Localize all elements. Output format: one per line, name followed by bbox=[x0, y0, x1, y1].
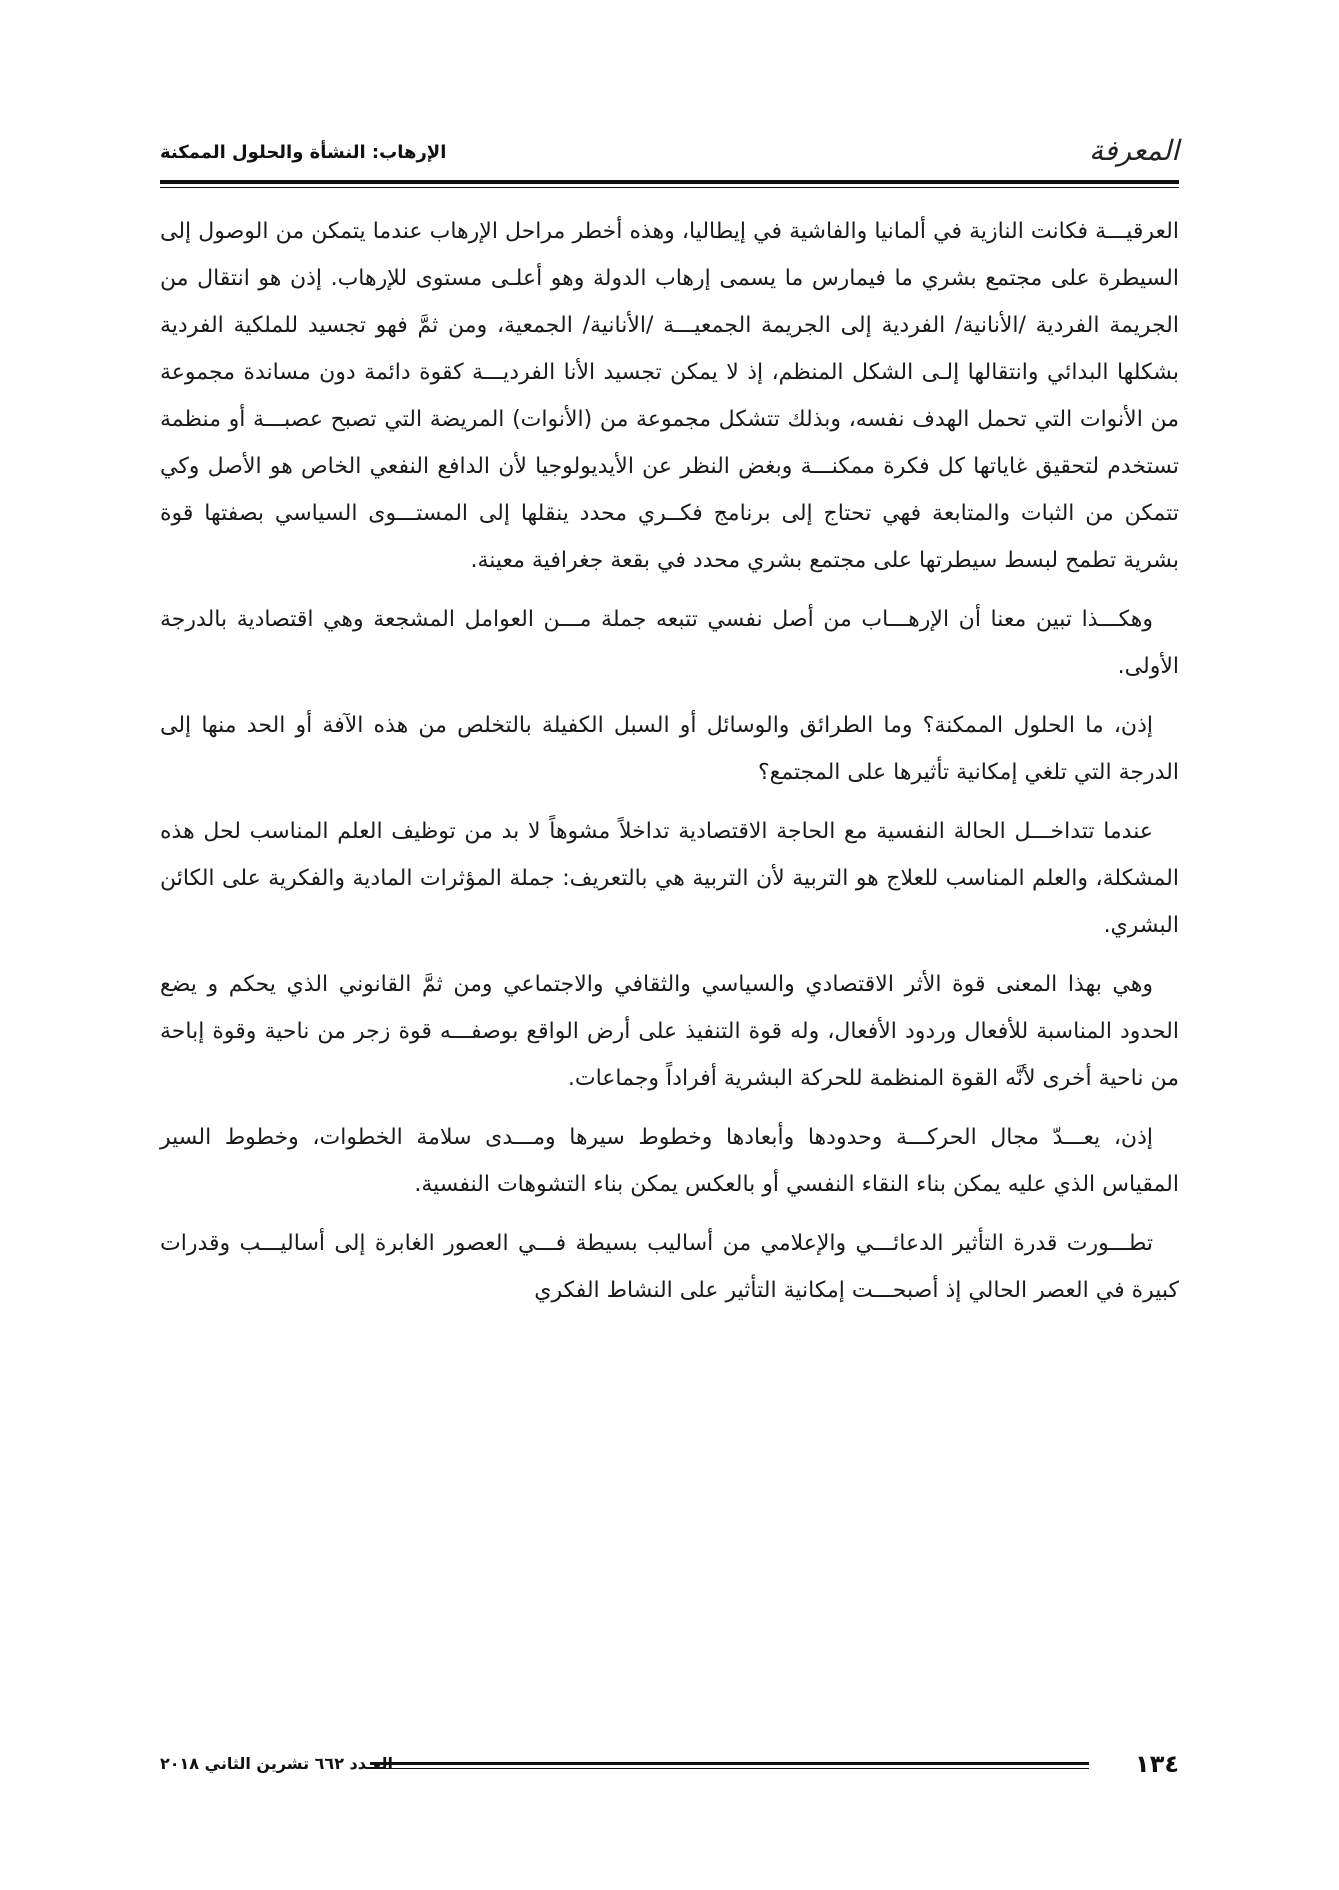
header-rule-thin bbox=[160, 187, 1179, 188]
issue-info: العـدد ٦٦٢ تشرين الثاني ٢٠١٨ bbox=[160, 1754, 393, 1773]
article-body bbox=[160, 208, 1179, 1326]
footer-rule bbox=[370, 1762, 1089, 1769]
paragraph-2: وهكـــذا تبين معنا أن الإرهـــاب من أصل نفسي تتبعه جملة مـــن العوامل المشجعة وهي اقتصادية بالدرجة الأولى. bbox=[160, 607, 1179, 679]
running-title: الإرهاب: النشأة والحلول الممكنة bbox=[160, 142, 447, 163]
page-header bbox=[160, 128, 1179, 178]
paragraph-5: وهي بهذا المعنى قوة الأثر الاقتصادي والسياسي والثقافي والاجتماعي ومن ثمَّ القانوني الذي يحكم و يضع الحدود المناسبة للأفعال وردود الأفعال، وله قوة التنفيذ على أرض الواقع بوصفـــه قوة زجر من ناحية وقوة إباحة من ناحية أخرى لأنَّه القوة المنظمة للحركة البشرية أفراداً وجماعات. bbox=[160, 972, 1179, 1091]
page-number: ١٣٤ bbox=[1135, 1750, 1179, 1778]
paragraph-4: عندما تتداخـــل الحالة النفسية مع الحاجة الاقتصادية تداخلاً مشوهاً لا بد من توظيف العلم المناسب لحل هذه المشكلة، والعلم المناسب للعلاج هو التربية لأن التربية هي بالتعريف: جملة المؤثرات المادية والفكرية على الكائن البشري. bbox=[160, 819, 1179, 938]
paragraph-7: تطـــورت قدرة التأثير الدعائـــي والإعلامي من أساليب بسيطة فـــي العصور الغابرة إلى أساليـــب وقدرات كبيرة في العصر الحالي إذ أصبحـــت إمكانية التأثير على النشاط الفكري bbox=[160, 1231, 1179, 1303]
paragraph-3: إذن، ما الحلول الممكنة؟ وما الطرائق والوسائل أو السبل الكفيلة بالتخلص من هذه الآفة أو الحد منها إلى الدرجة التي تلغي إمكانية تأثيرها على المجتمع؟ bbox=[160, 713, 1179, 785]
journal-logo: المعرفة bbox=[1089, 134, 1179, 167]
paragraph-1: العرقيـــة فكانت النازية في ألمانيا والفاشية في إيطاليا، وهذه أخطر مراحل الإرهاب عندما يتمكن من الوصول إلى السيطرة على مجتمع بشري ما فيمارس ما يسمى إرهاب الدولة وهو أعلـى مستوى للإرهاب. إذن هو انتقال من الجريمة الفردية /الأنانية/ الفردية إلى الجريمة الجمعيـــة /الأنانية/ الجمعية، ومن ثمَّ فهو تجسيد للملكية الفردية بشكلها البدائي وانتقالها إلـى الشكل المنظم، إذ لا يمكن تجسيد الأنا الفرديـــة كقوة دائمة دون مساندة مجموعة من الأنوات التي تحمل الهدف نفسه، وبذلك تتشكل مجموعة من (الأنوات) المريضة التي تصبح عصبـــة أو منظمة تستخدم لتحقيق غاياتها كل فكرة ممكنـــة وبغض النظر عن الأيديولوجيا لأن الدافع النفعي الخاص هو الأصل وكي تتمكن من الثبات والمتابعة فهي تحتاج إلى برنامج فكــري محدد ينقلها إلى المستـــوى السياسي بصفتها قوة بشرية تطمح لبسط سيطرتها على مجتمع بشري محدد في بقعة جغرافية معينة. bbox=[160, 219, 1179, 573]
header-rule bbox=[160, 180, 1179, 184]
paragraph-6: إذن، يعـــدّ مجال الحركـــة وحدودها وأبعادها وخطوط سيرها ومـــدى سلامة الخطوات، وخطوط السير المقياس الذي عليه يمكن بناء النقاء النفسي أو بالعكس يمكن بناء التشوهات النفسية. bbox=[160, 1125, 1179, 1197]
page-footer bbox=[160, 1748, 1179, 1788]
